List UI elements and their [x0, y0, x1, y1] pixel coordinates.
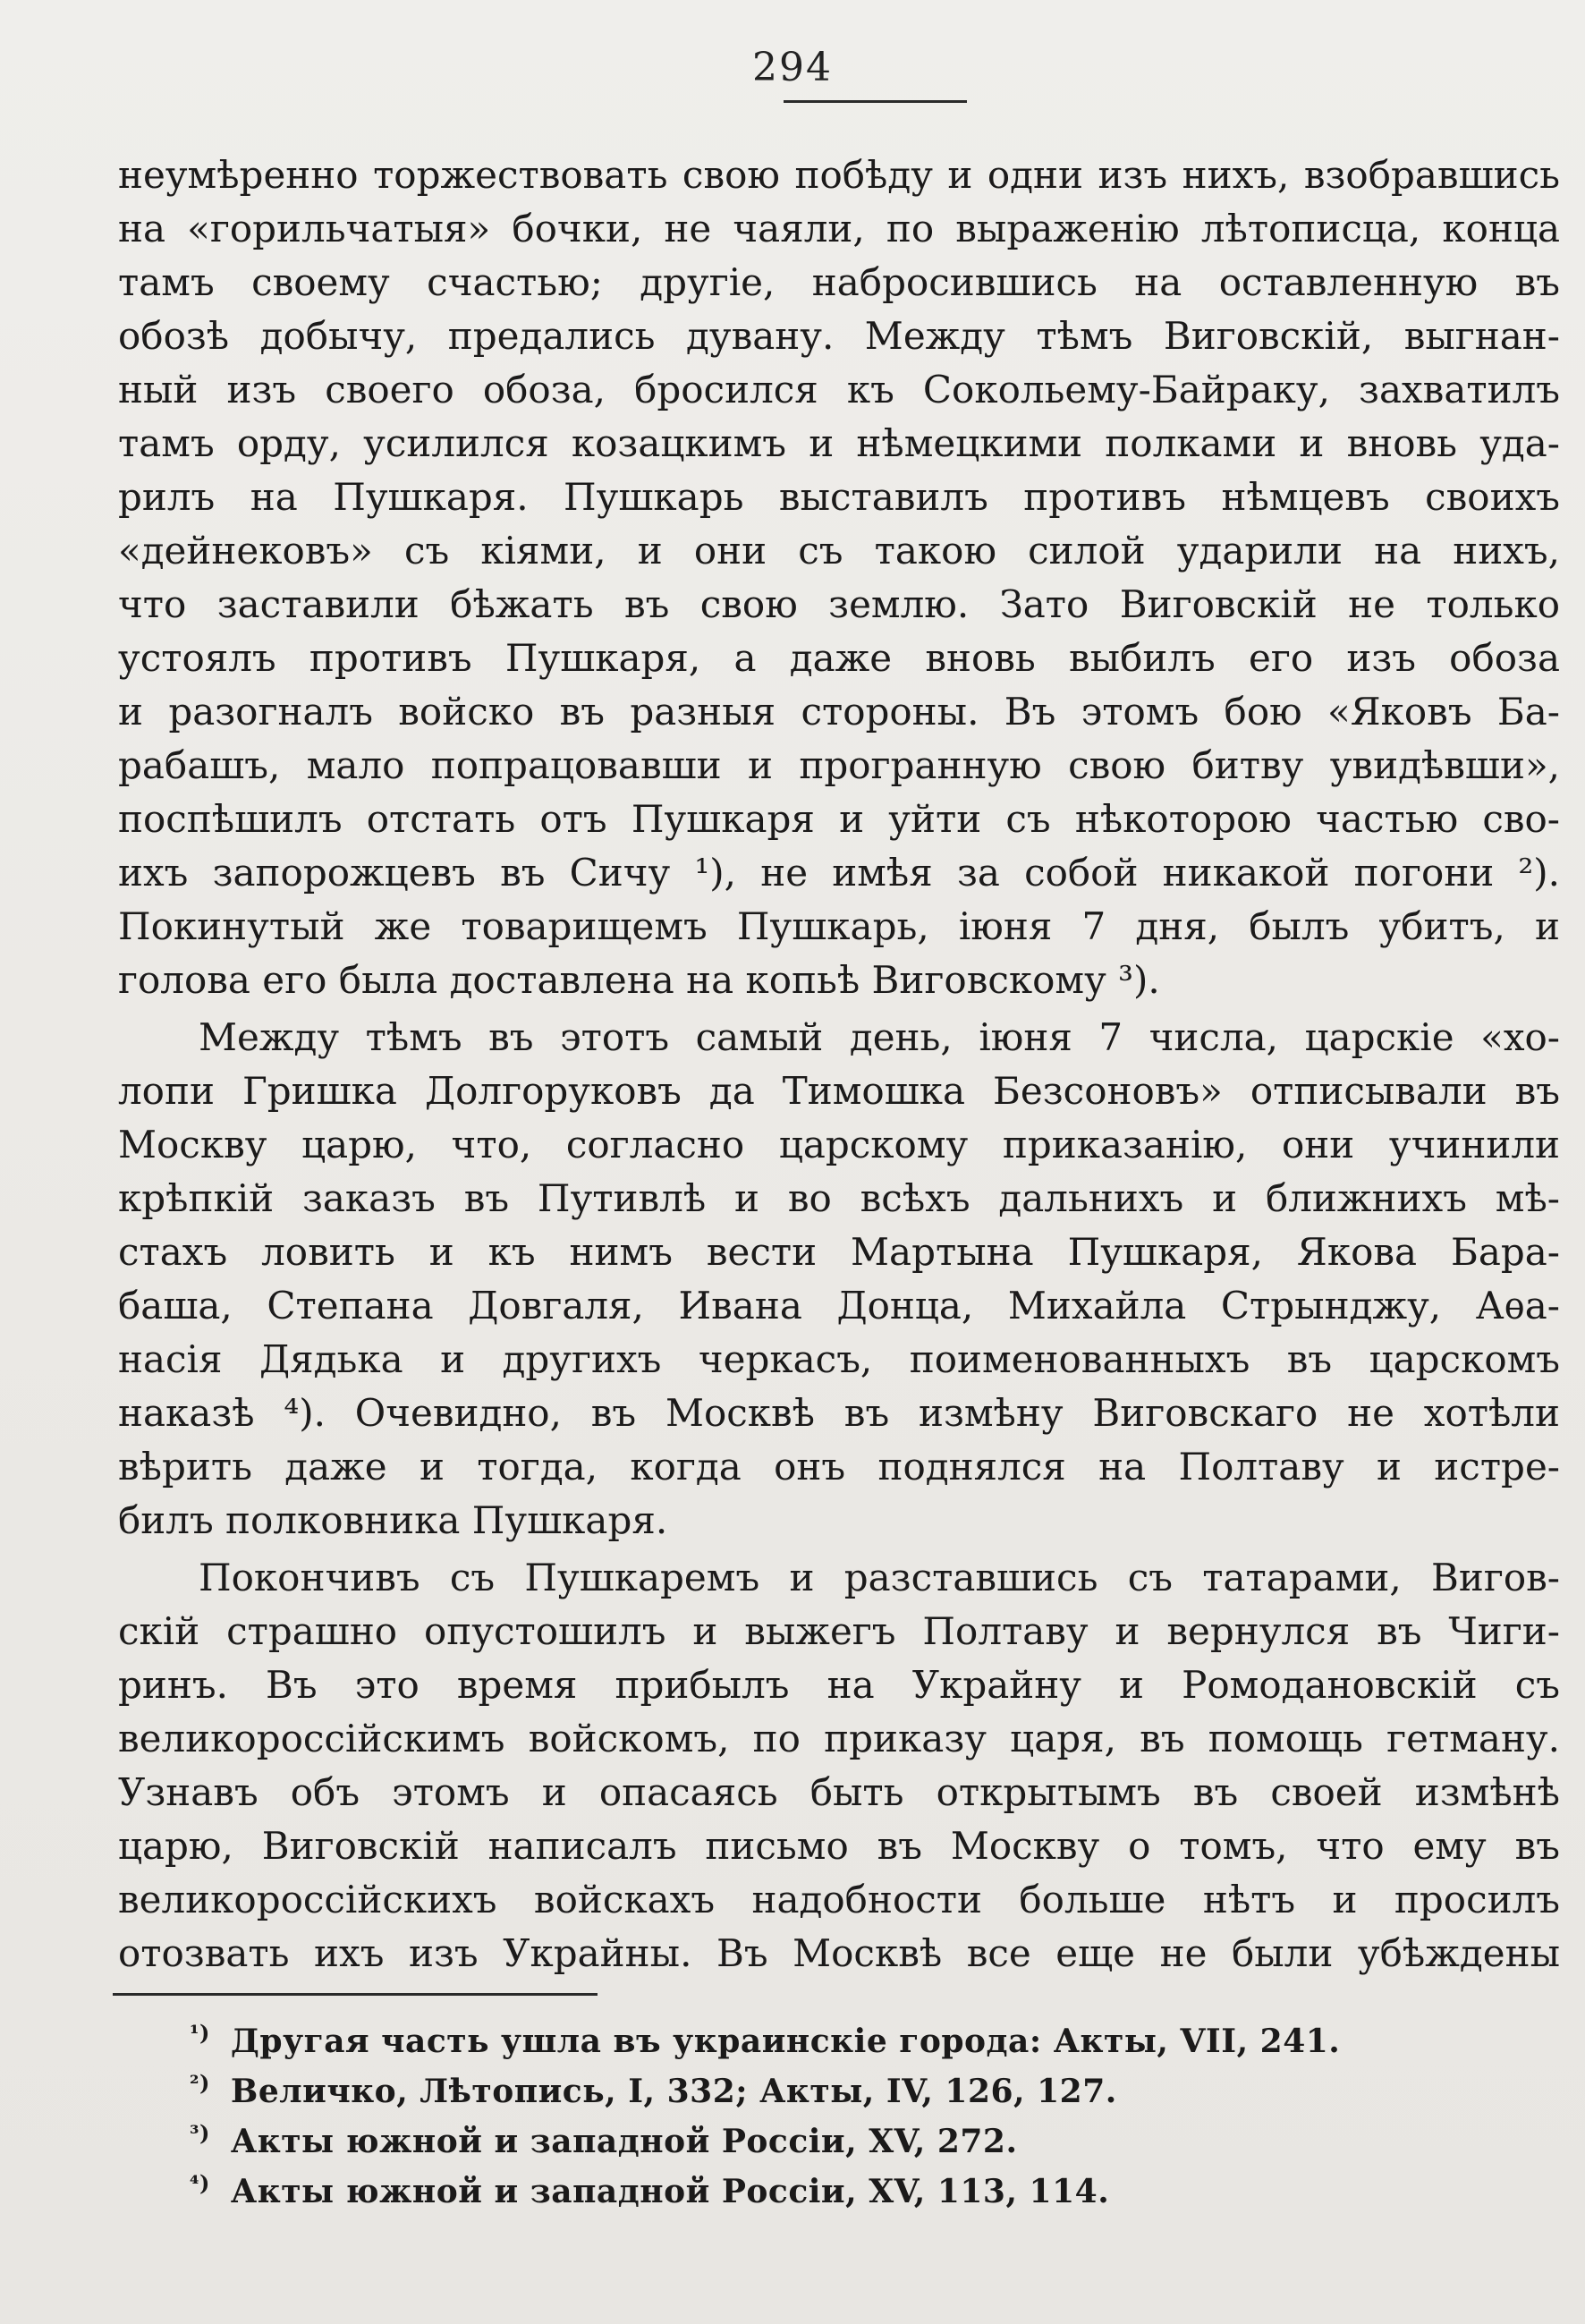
text-line: билъ полковника Пушкаря. [118, 1498, 668, 1542]
text-line: лопи Гришка Долгоруковъ да Тимошка Безсоновъ» отписывали въ [118, 1069, 1560, 1113]
text-line: Москву царю, что, согласно царскому приказанію, они учинили [118, 1123, 1560, 1166]
text-line: тамъ орду, усилился козацкимъ и нѣмецкими полками и вновь уда- [118, 421, 1560, 465]
footnote-text: Другая часть ушла въ украинскіе города: Акты, VII, 241. [230, 2023, 1341, 2060]
text-line: скій страшно опустошилъ и выжегъ Полтаву и вернулся въ Чиги- [118, 1609, 1560, 1653]
text-line: на «горильчатыя» бочки, не чаяли, по выраженію лѣтописца, конца [118, 207, 1560, 250]
text-line: Узнавъ объ этомъ и опасаясь быть открытымъ въ своей измѣнѣ [118, 1770, 1560, 1814]
paragraph [118, 148, 1560, 1007]
text-line: неумѣренно торжествовать свою побѣду и одни изъ нихъ, взобравшись [118, 153, 1560, 197]
main-text [118, 148, 1560, 1980]
footnote-text: Акты южной и западной Россіи, XV, 113, 114. [230, 2173, 1110, 2210]
footnote-mark: ³) [190, 2120, 210, 2146]
footnote-mark: ¹) [190, 2020, 210, 2046]
footnote-mark: ²) [190, 2070, 210, 2096]
text-line: ихъ запорожцевъ въ Сичу ¹), не имѣя за собой никакой погони ²). [118, 851, 1560, 895]
text-line: голова его была доставлена на копьѣ Виговскому ³). [118, 958, 1160, 1002]
header-rule [784, 100, 967, 103]
footnote [190, 2167, 1442, 2217]
text-line: поспѣшилъ отстать отъ Пушкаря и уйти съ нѣкоторою частью сво- [118, 797, 1560, 841]
text-line: и разогналъ войско въ разныя стороны. Въ этомъ бою «Яковъ Ба- [118, 690, 1560, 734]
text-line: Покинутый же товарищемъ Пушкарь, іюня 7 дня, былъ убитъ, и [118, 904, 1560, 948]
footnote-mark: ⁴) [190, 2170, 210, 2196]
text-line: вѣрить даже и тогда, когда онъ поднялся на Полтаву и истре- [118, 1445, 1560, 1489]
text-line: ринъ. Въ это время прибылъ на Украйну и Ромодановскій съ [118, 1663, 1560, 1707]
text-line: обозѣ добычу, предались дувану. Между тѣмъ Виговскій, выгнан- [118, 314, 1560, 358]
text-line: рилъ на Пушкаря. Пушкарь выставилъ противъ нѣмцевъ своихъ [118, 475, 1560, 519]
footnote [190, 2066, 1442, 2116]
text-line: насія Дядька и другихъ черкасъ, поименованныхъ въ царскомъ [118, 1337, 1560, 1381]
text-line: великороссійскихъ войскахъ надобности больше нѣтъ и просилъ [118, 1878, 1560, 1921]
paragraph [118, 1011, 1560, 1548]
text-line: стахъ ловить и къ нимъ вести Мартына Пушкаря, Якова Бара- [118, 1230, 1560, 1274]
footnotes [190, 2016, 1442, 2217]
text-line: устоялъ противъ Пушкаря, а даже вновь выбилъ его изъ обоза [118, 636, 1560, 680]
text-line: Покончивъ съ Пушкаремъ и разставшись съ татарами, Вигов- [199, 1556, 1560, 1599]
text-line: тамъ своему счастью; другіе, набросившись на оставленную въ [118, 260, 1560, 304]
text-line: крѣпкій заказъ въ Путивлѣ и во всѣхъ дальнихъ и ближнихъ мѣ- [118, 1176, 1560, 1220]
paragraph [118, 1551, 1560, 1980]
text-line: баша, Степана Довгаля, Ивана Донца, Михайла Стрынджу, Аѳа- [118, 1284, 1560, 1327]
text-line: наказѣ ⁴). Очевидно, въ Москвѣ въ измѣну Виговскаго не хотѣли [118, 1391, 1560, 1435]
text-line: Между тѣмъ въ этотъ самый день, іюня 7 числа, царскіе «хо- [199, 1015, 1560, 1059]
page-number: 294 [752, 45, 833, 90]
footnote-text: Величко, Лѣтопись, I, 332; Акты, IV, 126, 127. [230, 2073, 1117, 2110]
footnote [190, 2016, 1442, 2066]
text-line: отозвать ихъ изъ Украйны. Въ Москвѣ все еще не были убѣждены [118, 1931, 1560, 1975]
text-line: ный изъ своего обоза, бросился къ Сокольему-Байраку, захватилъ [118, 368, 1560, 411]
text-line: рабашъ, мало попрацовавши и програнную свою битву увидѣвши», [118, 743, 1560, 787]
text-line: царю, Виговскій написалъ письмо въ Москву о томъ, что ему въ [118, 1824, 1560, 1868]
footnote [190, 2116, 1442, 2167]
footnote-rule [113, 1993, 598, 1996]
text-line: великороссійскимъ войскомъ, по приказу царя, въ помощь гетману. [118, 1717, 1560, 1760]
footnote-text: Акты южной и западной Россіи, XV, 272. [230, 2123, 1018, 2160]
text-line: «дейнековъ» съ кіями, и они съ такою силой ударили на нихъ, [118, 529, 1560, 573]
text-line: что заставили бѣжать въ свою землю. Зато Виговскій не только [118, 582, 1560, 626]
